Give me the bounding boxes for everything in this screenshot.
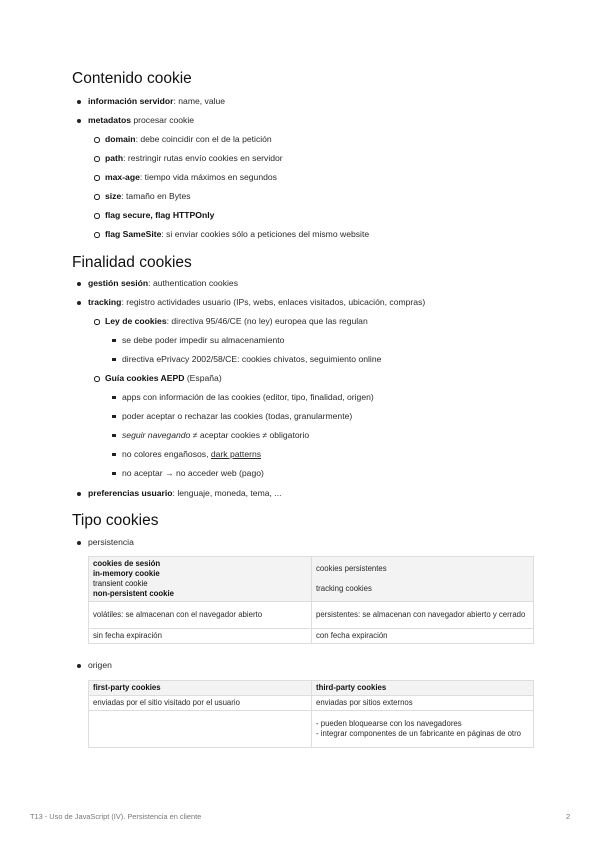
- table-row: enviadas por el sitio visitado por el usuario enviadas por sitios externos: [89, 696, 534, 711]
- list-item-size: size: tamaño en Bytes: [105, 191, 191, 201]
- header-first-party: first-party cookies: [89, 681, 312, 696]
- list-item-directiva-eprivacy: directiva ePrivacy 2002/58/CE: cookies chivatos, seguimiento online: [122, 354, 382, 364]
- table-row: volátiles: se almacenan con el navegador abierto persistentes: se almacenan con navegador abierto y cerrado: [89, 602, 534, 629]
- list-item-apps-informacion: apps con información de las cookies (editor, tipo, finalidad, origen): [122, 392, 374, 402]
- page-number: 2: [566, 812, 571, 821]
- heading-contenido-cookie: Contenido cookie: [72, 70, 192, 87]
- list-item-impedir-almacenamiento: se debe poder impedir su almacenamiento: [122, 335, 285, 345]
- dark-patterns-link[interactable]: dark patterns: [210, 449, 262, 459]
- header-third-party: third-party cookies: [312, 681, 534, 696]
- footer-title: T13 - Uso de JavaScript (IV). Persistencia en cliente: [30, 812, 202, 821]
- list-item-no-aceptar: no aceptar → no acceder web (pago): [122, 468, 264, 478]
- table-row: - pueden bloquearse con los navegadores - integrar componentes de un fabricante en páginas de otro: [89, 711, 534, 748]
- list-item-aceptar-rechazar: poder aceptar o rechazar las cookies (todas, granularmente): [122, 411, 353, 421]
- table-header-row: [89, 557, 534, 602]
- list-item-guia-aepd: Guía cookies AEPD (España): [105, 373, 222, 383]
- list-item-metadatos: metadatos procesar cookie: [88, 115, 195, 125]
- heading-tipo-cookies: Tipo cookies: [72, 512, 159, 529]
- list-item-flag-samesite: flag SameSite: si enviar cookies sólo a peticiones del mismo website: [105, 229, 370, 239]
- table-row: sin fecha expiración con fecha expiración: [89, 629, 534, 644]
- list-item-colores-enganosos: no colores engañosos, dark patterns: [122, 449, 262, 459]
- list-item-max-age: max-age: tiempo vida máximos en segundos: [105, 172, 277, 182]
- list-item-ley-cookies: Ley de cookies: directiva 95/46/CE (no ley) europea que las regulan: [105, 316, 368, 326]
- table-persistencia: [88, 556, 534, 644]
- list-item-seguir-navegando: seguir navegando ≠ aceptar cookies ≠ obligatorio: [122, 430, 310, 440]
- list-item-path: path: restringir rutas envío cookies en servidor: [105, 153, 283, 163]
- header-cookies-persistentes: cookies persistentes tracking cookies: [312, 557, 534, 602]
- list-item-flag-secure: flag secure, flag HTTPOnly: [105, 210, 215, 220]
- table-origen: [88, 680, 534, 748]
- table-header-row: [89, 681, 534, 696]
- header-cookies-sesion: cookies de sesión in-memory cookie transient cookie non-persistent cookie: [89, 557, 312, 602]
- list-item-persistencia: persistencia: [88, 537, 134, 547]
- list-item-tracking: tracking: registro actividades usuario (IPs, webs, enlaces visitados, ubicación, compras): [88, 297, 426, 307]
- list-item-informacion-servidor: información servidor: name, value: [88, 96, 226, 106]
- list-item-domain: domain: debe coincidir con el de la petición: [105, 134, 272, 144]
- heading-finalidad-cookies: Finalidad cookies: [72, 254, 192, 271]
- list-item-gestion-sesion: gestión sesión: authentication cookies: [88, 278, 238, 288]
- list-item-preferencias-usuario: preferencias usuario: lenguaje, moneda, tema, ...: [88, 488, 282, 498]
- list-item-origen: origen: [88, 660, 112, 670]
